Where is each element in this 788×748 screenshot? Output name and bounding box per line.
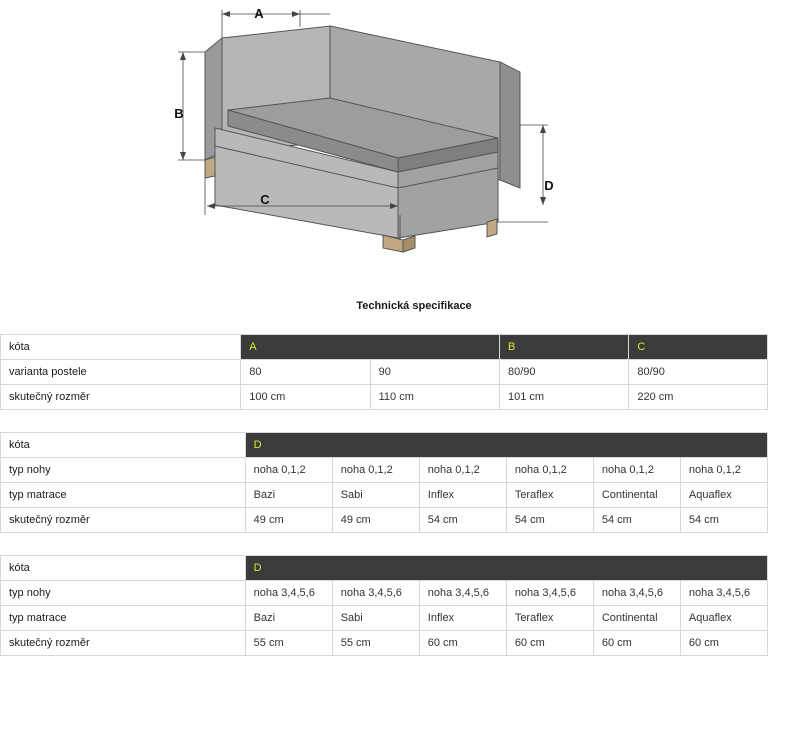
row-label: typ nohy (1, 458, 246, 483)
table-cell: 54 cm (680, 508, 767, 533)
technical-specification-section (0, 300, 788, 678)
spec-table-2 (0, 432, 768, 533)
table-cell: 100 cm (241, 385, 370, 410)
table-cell: Aquaflex (680, 483, 767, 508)
table-cell: noha 0,1,2 (419, 458, 506, 483)
table-cell: noha 3,4,5,6 (245, 581, 332, 606)
table-cell: 60 cm (506, 631, 593, 656)
table-cell: noha 0,1,2 (332, 458, 419, 483)
table-cell: 55 cm (332, 631, 419, 656)
table-cell: Sabi (332, 606, 419, 631)
row-label: typ matrace (1, 606, 246, 631)
table-cell: Aquaflex (680, 606, 767, 631)
table-cell: 54 cm (593, 508, 680, 533)
table-cell: noha 0,1,2 (245, 458, 332, 483)
table-row (1, 606, 768, 631)
table-cell: 60 cm (593, 631, 680, 656)
table-cell: 49 cm (245, 508, 332, 533)
svg-text:B: B (174, 106, 184, 121)
table-cell: 60 cm (680, 631, 767, 656)
table-cell: 220 cm (629, 385, 768, 410)
column-header-b: B (499, 335, 628, 360)
bed-dimension-illustration (0, 0, 788, 290)
table-cell: noha 3,4,5,6 (419, 581, 506, 606)
table-cell: 101 cm (499, 385, 628, 410)
svg-text:D: D (544, 178, 554, 193)
row-label: skutečný rozměr (1, 631, 246, 656)
table-cell: 54 cm (506, 508, 593, 533)
table-cell: Teraflex (506, 483, 593, 508)
spec-title: Technická specifikace (356, 300, 472, 312)
row-label: kóta (1, 335, 241, 360)
table-cell: 80 (241, 360, 370, 385)
table-cell: Continental (593, 483, 680, 508)
table-row (1, 360, 768, 385)
row-label: varianta postele (1, 360, 241, 385)
table-cell: noha 3,4,5,6 (593, 581, 680, 606)
row-label: typ nohy (1, 581, 246, 606)
row-label: skutečný rozměr (1, 508, 246, 533)
table-cell: Sabi (332, 483, 419, 508)
table-cell: noha 3,4,5,6 (332, 581, 419, 606)
table-cell: 55 cm (245, 631, 332, 656)
table-cell: noha 3,4,5,6 (506, 581, 593, 606)
table-cell: 90 (370, 360, 499, 385)
row-label: kóta (1, 433, 246, 458)
table-row (1, 508, 768, 533)
column-header-d: D (245, 556, 767, 581)
column-header-a: A (241, 335, 500, 360)
spec-table-3 (0, 555, 768, 656)
table-header-row (1, 556, 768, 581)
row-label: kóta (1, 556, 246, 581)
table-row (1, 581, 768, 606)
table-header-row (1, 335, 768, 360)
column-header-d: D (245, 433, 767, 458)
row-label: typ matrace (1, 483, 246, 508)
table-cell: noha 0,1,2 (593, 458, 680, 483)
table-row (1, 631, 768, 656)
table-cell: Teraflex (506, 606, 593, 631)
table-header-row (1, 433, 768, 458)
table-row (1, 385, 768, 410)
table-cell: 60 cm (419, 631, 506, 656)
column-header-c: C (629, 335, 768, 360)
table-cell: 80/90 (629, 360, 768, 385)
table-cell: noha 0,1,2 (506, 458, 593, 483)
svg-text:A: A (254, 6, 264, 21)
table-cell: 110 cm (370, 385, 499, 410)
table-cell: Continental (593, 606, 680, 631)
row-label: skutečný rozměr (1, 385, 241, 410)
table-cell: 49 cm (332, 508, 419, 533)
table-cell: Inflex (419, 606, 506, 631)
table-row (1, 483, 768, 508)
table-cell: Bazi (245, 606, 332, 631)
table-cell: noha 0,1,2 (680, 458, 767, 483)
table-cell: 54 cm (419, 508, 506, 533)
table-cell: Bazi (245, 483, 332, 508)
table-cell: Inflex (419, 483, 506, 508)
table-cell: noha 3,4,5,6 (680, 581, 767, 606)
spec-table-1 (0, 334, 768, 410)
table-row (1, 458, 768, 483)
table-cell: 80/90 (499, 360, 628, 385)
svg-text:C: C (260, 192, 270, 207)
